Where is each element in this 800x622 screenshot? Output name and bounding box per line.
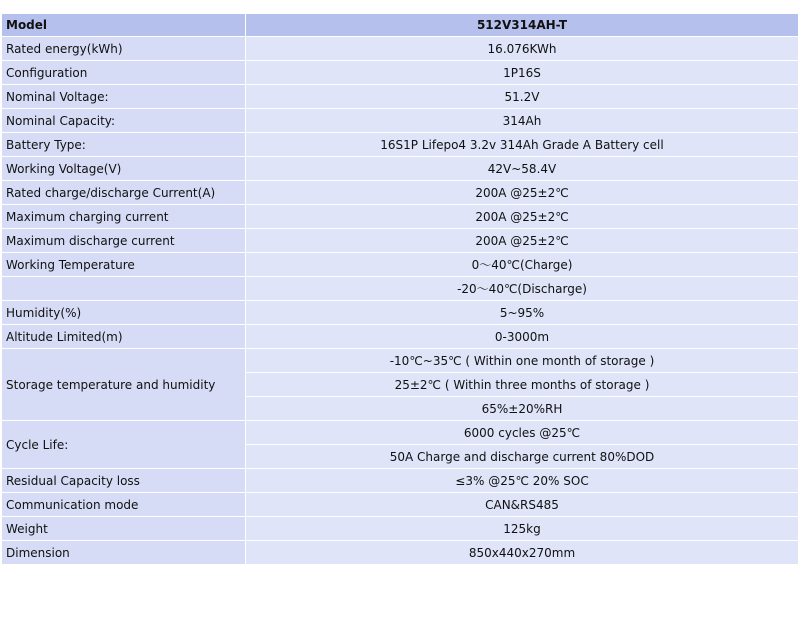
cycle-life-label: Cycle Life: bbox=[2, 421, 246, 469]
row-label: Humidity(%) bbox=[2, 301, 246, 325]
table-row bbox=[2, 109, 799, 133]
table-row bbox=[2, 421, 799, 445]
row-label: Battery Type: bbox=[2, 133, 246, 157]
row-value: -20～40℃(Discharge) bbox=[246, 277, 799, 301]
cycle-life-value: 50A Charge and discharge current 80%DOD bbox=[246, 445, 799, 469]
row-value: 51.2V bbox=[246, 85, 799, 109]
row-label: Dimension bbox=[2, 541, 246, 565]
row-label: Nominal Voltage: bbox=[2, 85, 246, 109]
table-row bbox=[2, 253, 799, 277]
storage-value: 65%±20%RH bbox=[246, 397, 799, 421]
table-row bbox=[2, 469, 799, 493]
table-row bbox=[2, 157, 799, 181]
row-label: Working Voltage(V) bbox=[2, 157, 246, 181]
row-value: 200A @25±2℃ bbox=[246, 205, 799, 229]
row-label: Nominal Capacity: bbox=[2, 109, 246, 133]
row-label: Rated energy(kWh) bbox=[2, 37, 246, 61]
row-label: Maximum discharge current bbox=[2, 229, 246, 253]
row-value: 314Ah bbox=[246, 109, 799, 133]
table-row bbox=[2, 493, 799, 517]
row-label bbox=[2, 277, 246, 301]
row-value: 200A @25±2℃ bbox=[246, 229, 799, 253]
storage-value: 25±2℃ ( Within three months of storage ) bbox=[246, 373, 799, 397]
row-label: Weight bbox=[2, 517, 246, 541]
table-header-row bbox=[2, 14, 799, 37]
row-value: 200A @25±2℃ bbox=[246, 181, 799, 205]
storage-label: Storage temperature and humidity bbox=[2, 349, 246, 421]
table-row bbox=[2, 541, 799, 565]
specification-table bbox=[1, 13, 799, 565]
table-row bbox=[2, 205, 799, 229]
row-value: 16S1P Lifepo4 3.2v 314Ah Grade A Battery cell bbox=[246, 133, 799, 157]
row-value: 16.076KWh bbox=[246, 37, 799, 61]
table-row bbox=[2, 277, 799, 301]
header-model-value: 512V314AH-T bbox=[246, 14, 799, 37]
table-row bbox=[2, 181, 799, 205]
row-label: Maximum charging current bbox=[2, 205, 246, 229]
row-value: 0～40℃(Charge) bbox=[246, 253, 799, 277]
cycle-life-value: 6000 cycles @25℃ bbox=[246, 421, 799, 445]
row-label: Communication mode bbox=[2, 493, 246, 517]
table-row bbox=[2, 325, 799, 349]
row-label: Working Temperature bbox=[2, 253, 246, 277]
row-value: CAN&RS485 bbox=[246, 493, 799, 517]
row-label: Altitude Limited(m) bbox=[2, 325, 246, 349]
row-value: 850x440x270mm bbox=[246, 541, 799, 565]
row-value: 1P16S bbox=[246, 61, 799, 85]
table-row bbox=[2, 61, 799, 85]
table-row bbox=[2, 349, 799, 373]
table-row bbox=[2, 229, 799, 253]
row-label: Rated charge/discharge Current(A) bbox=[2, 181, 246, 205]
storage-value: -10℃~35℃ ( Within one month of storage ) bbox=[246, 349, 799, 373]
table-row bbox=[2, 301, 799, 325]
row-value: 42V~58.4V bbox=[246, 157, 799, 181]
table-row bbox=[2, 133, 799, 157]
table-row bbox=[2, 85, 799, 109]
header-label: Model bbox=[2, 14, 246, 37]
table-row bbox=[2, 37, 799, 61]
row-label: Residual Capacity loss bbox=[2, 469, 246, 493]
row-value: 0-3000m bbox=[246, 325, 799, 349]
row-value: ≤3% @25℃ 20% SOC bbox=[246, 469, 799, 493]
row-label: Configuration bbox=[2, 61, 246, 85]
row-value: 125kg bbox=[246, 517, 799, 541]
table-row bbox=[2, 517, 799, 541]
row-value: 5~95% bbox=[246, 301, 799, 325]
